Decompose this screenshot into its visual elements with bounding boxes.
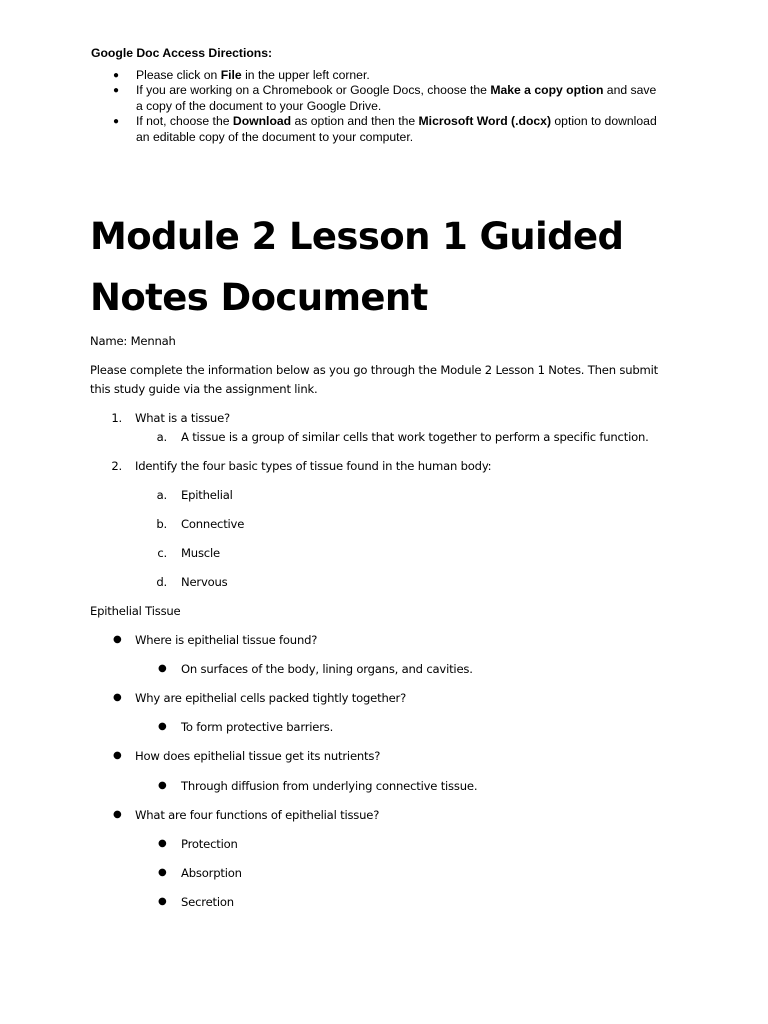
bullet-icon: ● <box>113 85 120 96</box>
answer-text: Connective <box>181 517 245 531</box>
access-text: Please click on <box>136 67 221 82</box>
question-number: 2. <box>111 459 122 473</box>
epithelial-answer: Protection <box>181 837 238 851</box>
section-heading: Epithelial Tissue <box>90 604 181 618</box>
bullet-icon: ● <box>158 838 167 849</box>
answer-text: Nervous <box>181 575 228 589</box>
bullet-icon: ● <box>113 809 122 820</box>
question-text: Identify the four basic types of tissue found in the human body: <box>135 459 492 473</box>
epithelial-question: What are four functions of epithelial tissue? <box>135 808 380 822</box>
access-item <box>91 114 691 145</box>
access-text: in the upper left corner. <box>241 67 370 82</box>
epithelial-answer: On surfaces of the body, lining organs, and cavities. <box>181 662 473 676</box>
bullet-icon: ● <box>158 896 167 907</box>
question-text: What is a tissue? <box>135 411 230 425</box>
bullet-icon: ● <box>113 116 120 127</box>
answer-marker: b. <box>156 517 167 531</box>
bullet-icon: ● <box>113 634 122 645</box>
page-title <box>90 206 710 328</box>
access-list <box>91 68 691 146</box>
answer-marker: a. <box>156 488 167 502</box>
title-line: Notes Document <box>90 276 428 319</box>
access-item <box>91 68 691 84</box>
epithelial-question: Why are epithelial cells packed tightly together? <box>135 691 407 705</box>
access-text: a copy of the document to your Google Drive. <box>136 98 382 113</box>
bullet-icon: ● <box>113 69 120 81</box>
bullet-icon: ● <box>113 692 122 703</box>
bullet-icon: ● <box>158 721 167 732</box>
access-item <box>91 83 691 114</box>
bullet-icon: ● <box>113 750 122 761</box>
epithelial-question: How does epithelial tissue get its nutrients? <box>135 749 381 763</box>
access-bold: File <box>220 67 242 82</box>
epithelial-answer: Secretion <box>181 895 234 909</box>
epithelial-answer: To form protective barriers. <box>181 720 334 734</box>
intro-text: Please complete the information below as you go through the Module 2 Lesson 1 Notes. Then submit <box>90 363 658 377</box>
access-text: If not, choose the <box>136 114 233 128</box>
epithelial-question: Where is epithelial tissue found? <box>135 633 318 647</box>
access-heading: Google Doc Access Directions: <box>91 46 273 60</box>
answer-text: A tissue is a group of similar cells that work together to perform a specific function. <box>181 430 649 444</box>
answer-marker: d. <box>156 575 167 589</box>
answer-text: Epithelial <box>181 488 233 502</box>
answer-marker: a. <box>156 430 167 444</box>
title-line: Module 2 Lesson 1 Guided <box>90 215 624 258</box>
answer-text: Muscle <box>181 546 220 560</box>
bullet-icon: ● <box>158 663 167 674</box>
access-directions <box>91 46 691 145</box>
access-bold: Microsoft Word (.docx) <box>418 114 552 128</box>
access-bold: Download <box>232 114 292 128</box>
access-text: and save <box>603 83 657 97</box>
access-text: If you are working on a Chromebook or Google Docs, choose the <box>136 83 491 97</box>
bullet-icon: ● <box>158 867 167 878</box>
intro-text: this study guide via the assignment link. <box>90 382 318 396</box>
answer-marker: c. <box>157 546 167 560</box>
bullet-icon: ● <box>158 780 167 791</box>
access-text: as option and then the <box>291 114 419 128</box>
name-line: Name: Mennah <box>90 334 176 348</box>
access-bold: Make a copy option <box>490 83 604 97</box>
epithelial-answer: Absorption <box>181 866 242 880</box>
question-number: 1. <box>111 411 122 425</box>
access-text: an editable copy of the document to your computer. <box>136 129 414 144</box>
access-text: option to download <box>551 114 657 128</box>
epithelial-answer: Through diffusion from underlying connective tissue. <box>181 779 478 793</box>
